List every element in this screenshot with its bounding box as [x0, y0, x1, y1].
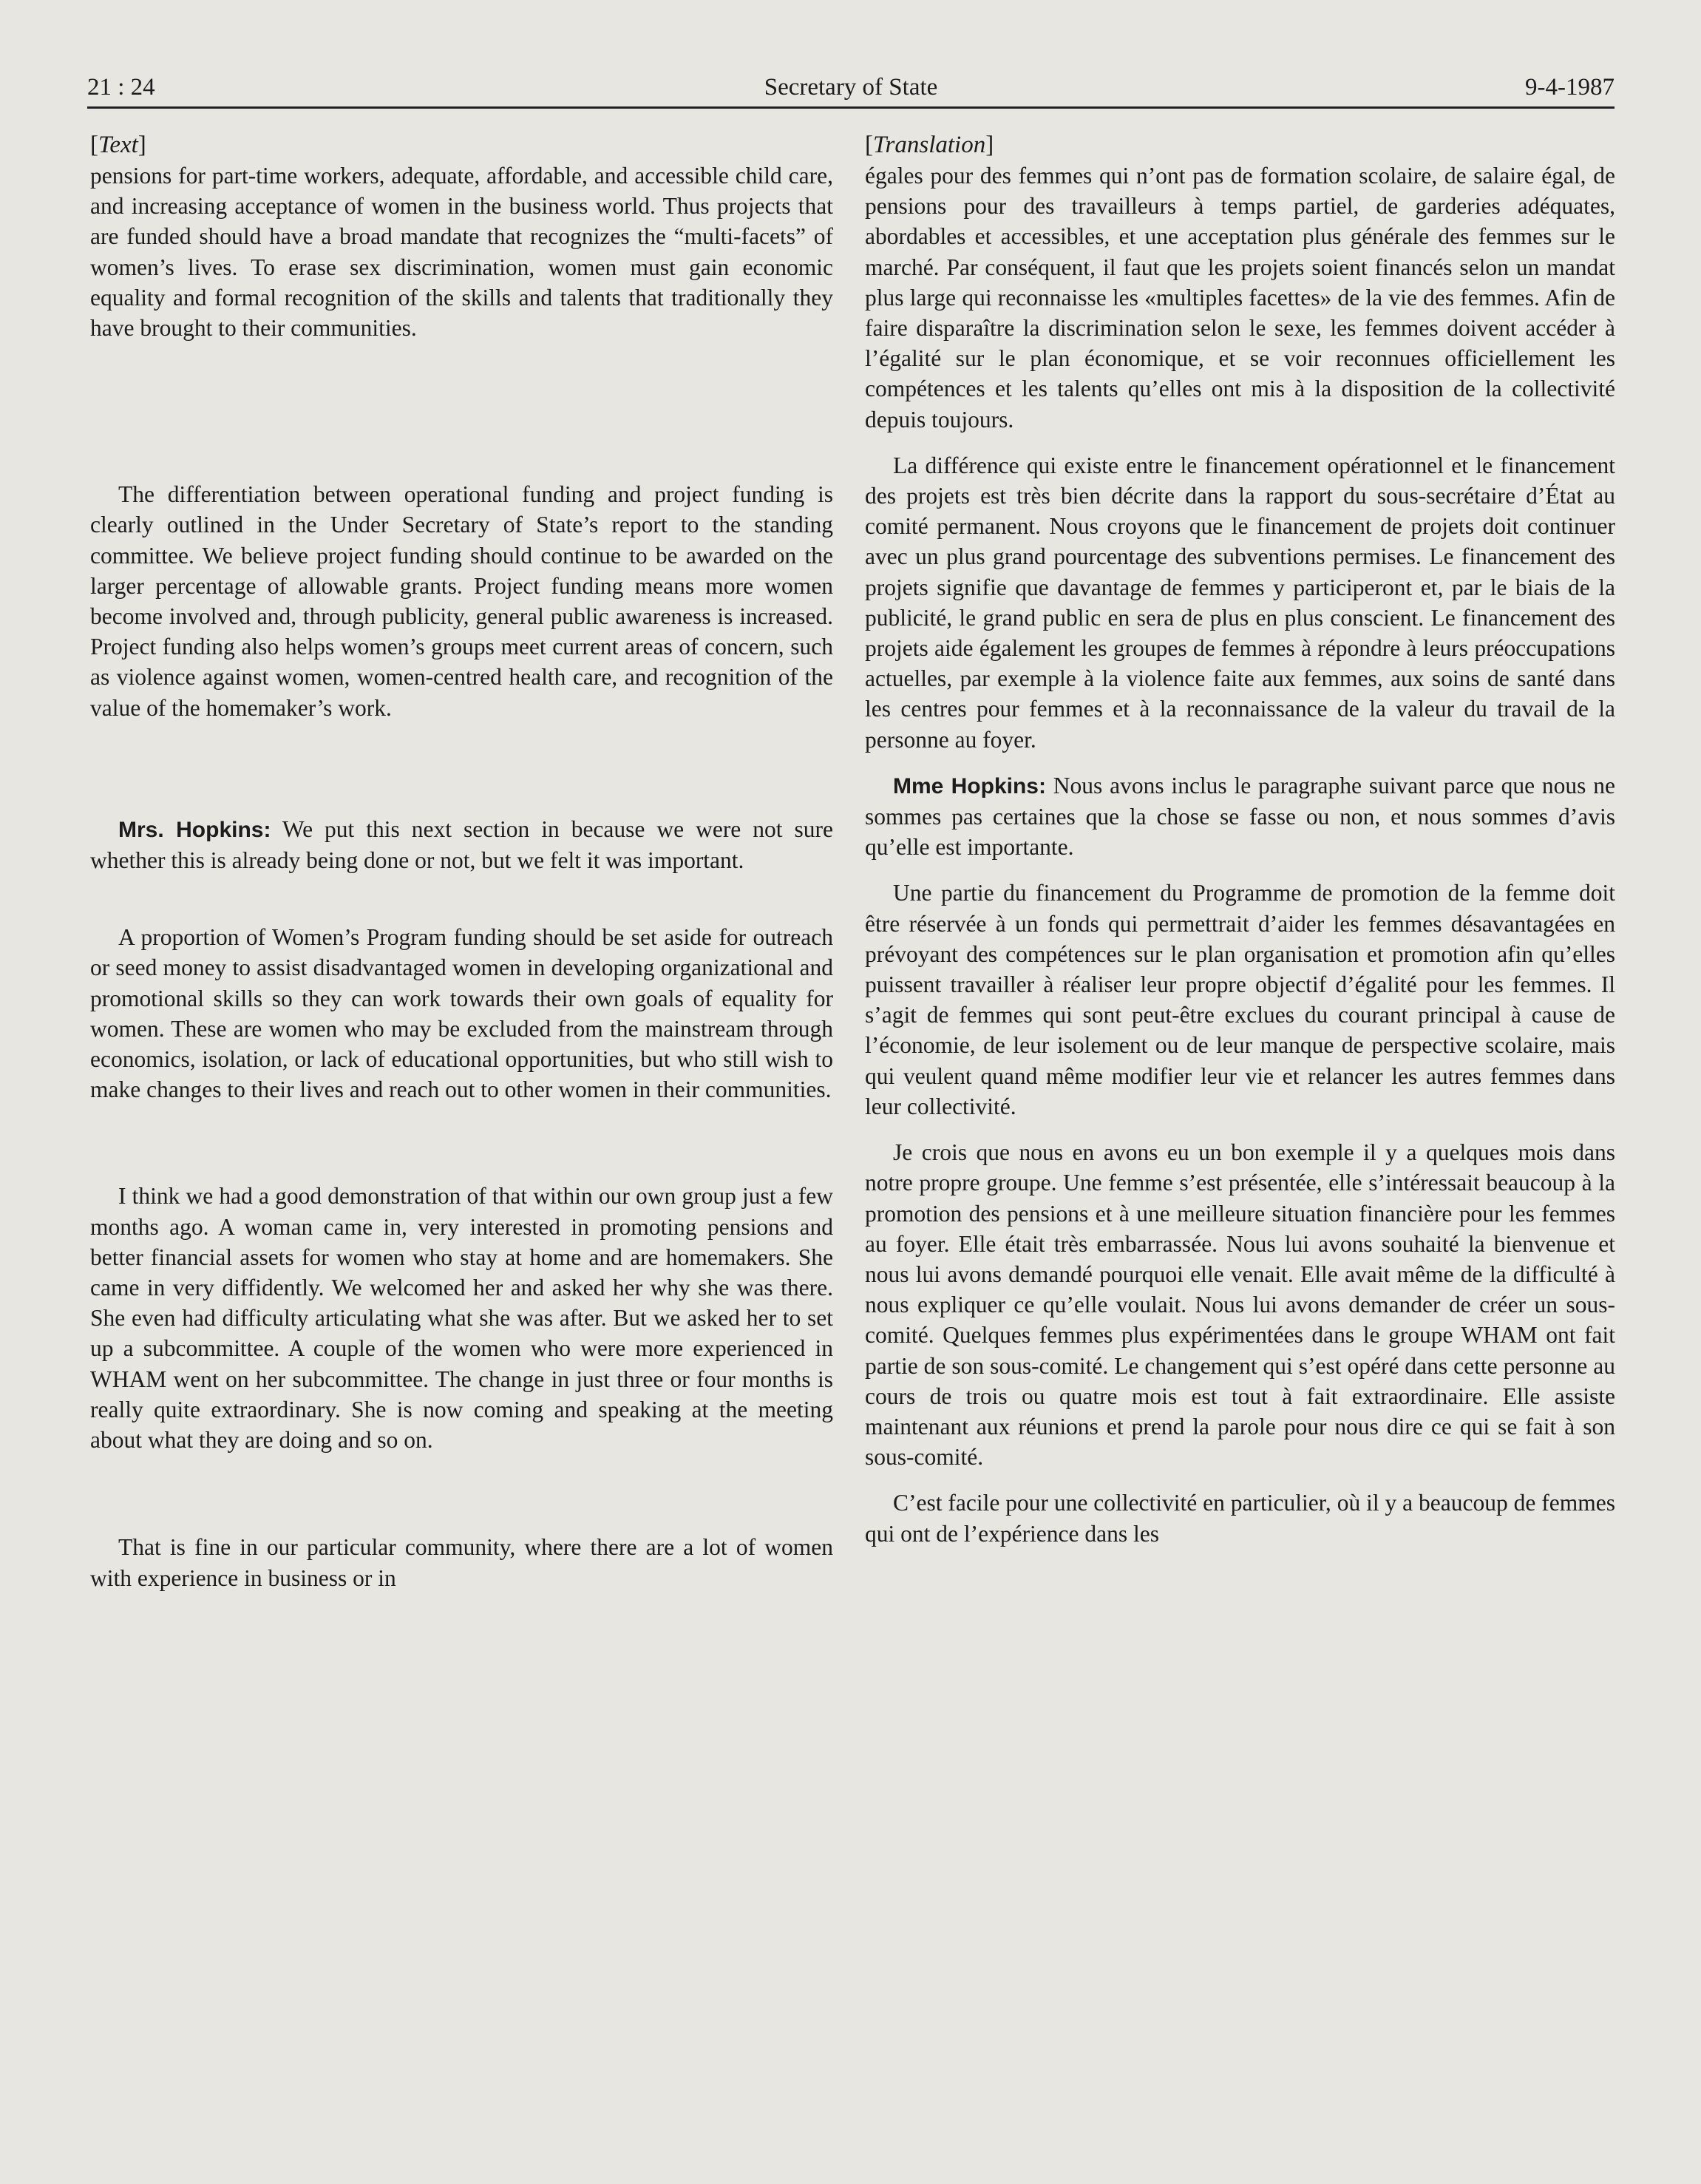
paragraph: pensions for part-time workers, adequate, affordable, and accessible child care, and increasing acceptance of women in the business world. Thus projects that are funded should have a broad mandate that recognizes the “multi-facets” of women’s lives. To erase sex discrimination, women must gain economic equality and formal recognition of the skills and talents that traditionally they have brought to their communities. [90, 163, 833, 342]
speaker-paragraph: Mrs. Hopkins: We put this next section in because we were not sure whether this is already being done or not, but we felt it was important. [90, 815, 833, 874]
committee-title: Secretary of State [764, 74, 938, 101]
paragraph: That is fine in our particular community, where there are a lot of women with experience in business or in [90, 1534, 833, 1591]
speaker-name: Mme Hopkins: [893, 773, 1046, 798]
paragraph: égales pour des femmes qui n’ont pas de formation scolaire, de salaire égal, de pensions pour des travailleurs à temps partiel, de garderies adéquates, abordables et accessibles, et une acceptation plus générale des femmes sur le marché. Par conséquent, il faut que les projets soient financés selon un mandat plus large qui reconnaisse les «multiples facettes» de la vie des femmes. Afin de faire disparaître la discrimination selon le sexe, les femmes doivent accéder à l’égalité sur le plan économique, et se voir reconnues officiellement les compétences et les talents qu’elles ont mis à la disposition de la collectivité depuis toujours. [865, 163, 1615, 433]
paragraph: Une partie du financement du Programme de promotion de la femme doit être réservée à un fonds qui permettrait d’aider les femmes désavantagées en prévoyant des compétences sur le plan organisation et promotion afin qu’elles puissent travailler à réaliser leur propre objectif d’égalité pour les femmes. Il s’agit de femmes qui sont peut-être exclues du courant principal à cause de l’économie, de leur isolement ou de leur manque de perspective scolaire, mais qui veulent quand même modifier leur vie et relancer les autres femmes dans leur collectivité. [865, 880, 1615, 1119]
paragraph: La différence qui existe entre le financement opérationnel et le financement des projets est très bien décrite dans la rapport du sous-secrétaire d’État au comité permanent. Nous croyons que le financement de projets doit continuer avec un plus grand pourcentage des subventions permises. Le financement des projets signifie que davantage de femmes y participeront et, par le biais de la publicité, le grand public en sera de plus en plus conscient. Le financement des projets aide également les groupes de femmes à répondre à leurs préoccupations actuelles, par exemple à la violence faite aux femmes, aux soins de santé dans les centres pour femmes et à la reconnaissance de la valeur du travail de la personne au foyer. [865, 452, 1615, 753]
speaker-paragraph: Mme Hopkins: Nous avons inclus le paragraphe suivant parce que nous ne sommes pas certaines que la chose se fasse ou non, et nous sommes d’avis qu’elle est importante. [865, 772, 1615, 861]
paragraph: C’est facile pour une collectivité en particulier, où il y a beaucoup de femmes qui ont de l’expérience dans les [865, 1490, 1615, 1547]
page-date: 9-4-1987 [1525, 74, 1615, 101]
paragraph: The differentiation between operational funding and project funding is clearly outlined in the Under Secretary of State’s report to the standing committee. We believe project funding should continue to be awarded on the larger percentage of allowable grants. Project funding means more women become involved and, through publicity, general public awareness is increased. Project funding also helps women’s groups meet current areas of concern, such as violence against women, women-centred health care, and recognition of the value of the homemaker’s work. [90, 481, 833, 721]
speaker-name: Mrs. Hopkins: [118, 817, 271, 842]
translation-label: [Translation] [865, 132, 994, 158]
english-column [90, 130, 833, 1593]
page-number: 21 : 24 [87, 74, 155, 101]
paragraph: I think we had a good demonstration of that within our own group just a few months ago. A woman came in, very interested in promoting pensions and better financial assets for women who stay at home and are homemakers. She came in very diffidently. We welcomed her and asked her why she was there. She even had difficulty articulating what she was after. But we asked her to set up a subcommittee. A couple of the women who were more experienced in WHAM went on her subcommittee. The change in just three or four months is really quite extraordinary. She is now coming and speaking at the meeting about what they are doing and so on. [90, 1183, 833, 1454]
french-column [865, 130, 1615, 1549]
page-header [87, 71, 1615, 109]
text-label: [Text] [90, 132, 146, 158]
paragraph: Je crois que nous en avons eu un bon exemple il y a quelques mois dans notre propre groupe. Une femme s’est présentée, elle s’intéressait beaucoup à la promotion des pensions et à une meilleure situation financière pour les femmes au foyer. Elle était très embarrassée. Nous lui avons souhaité la bienvenue et nous lui avons demandé pourquoi elle venait. Elle avait même de la difficulté à nous expliquer ce qu’elle voulait. Nous lui avons demander de créer un sous-comité. Quelques femmes plus expérimentées dans le groupe WHAM ont fait partie de son sous-comité. Le changement qui s’est opéré dans cette personne au cours de trois ou quatre mois est tout à fait extraordinaire. Elle assiste maintenant aux réunions et prend la parole pour nous dire ce qui se fait à son sous-comité. [865, 1139, 1615, 1471]
paragraph: A proportion of Women’s Program funding should be set aside for outreach or seed money to assist disadvantaged women in developing organizational and promotional skills so they can work towards their own goals of equality for women. These are women who may be excluded from the mainstream through economics, isolation, or lack of educational opportunities, but who still wish to make changes to their lives and reach out to other women in their communities. [90, 924, 833, 1103]
